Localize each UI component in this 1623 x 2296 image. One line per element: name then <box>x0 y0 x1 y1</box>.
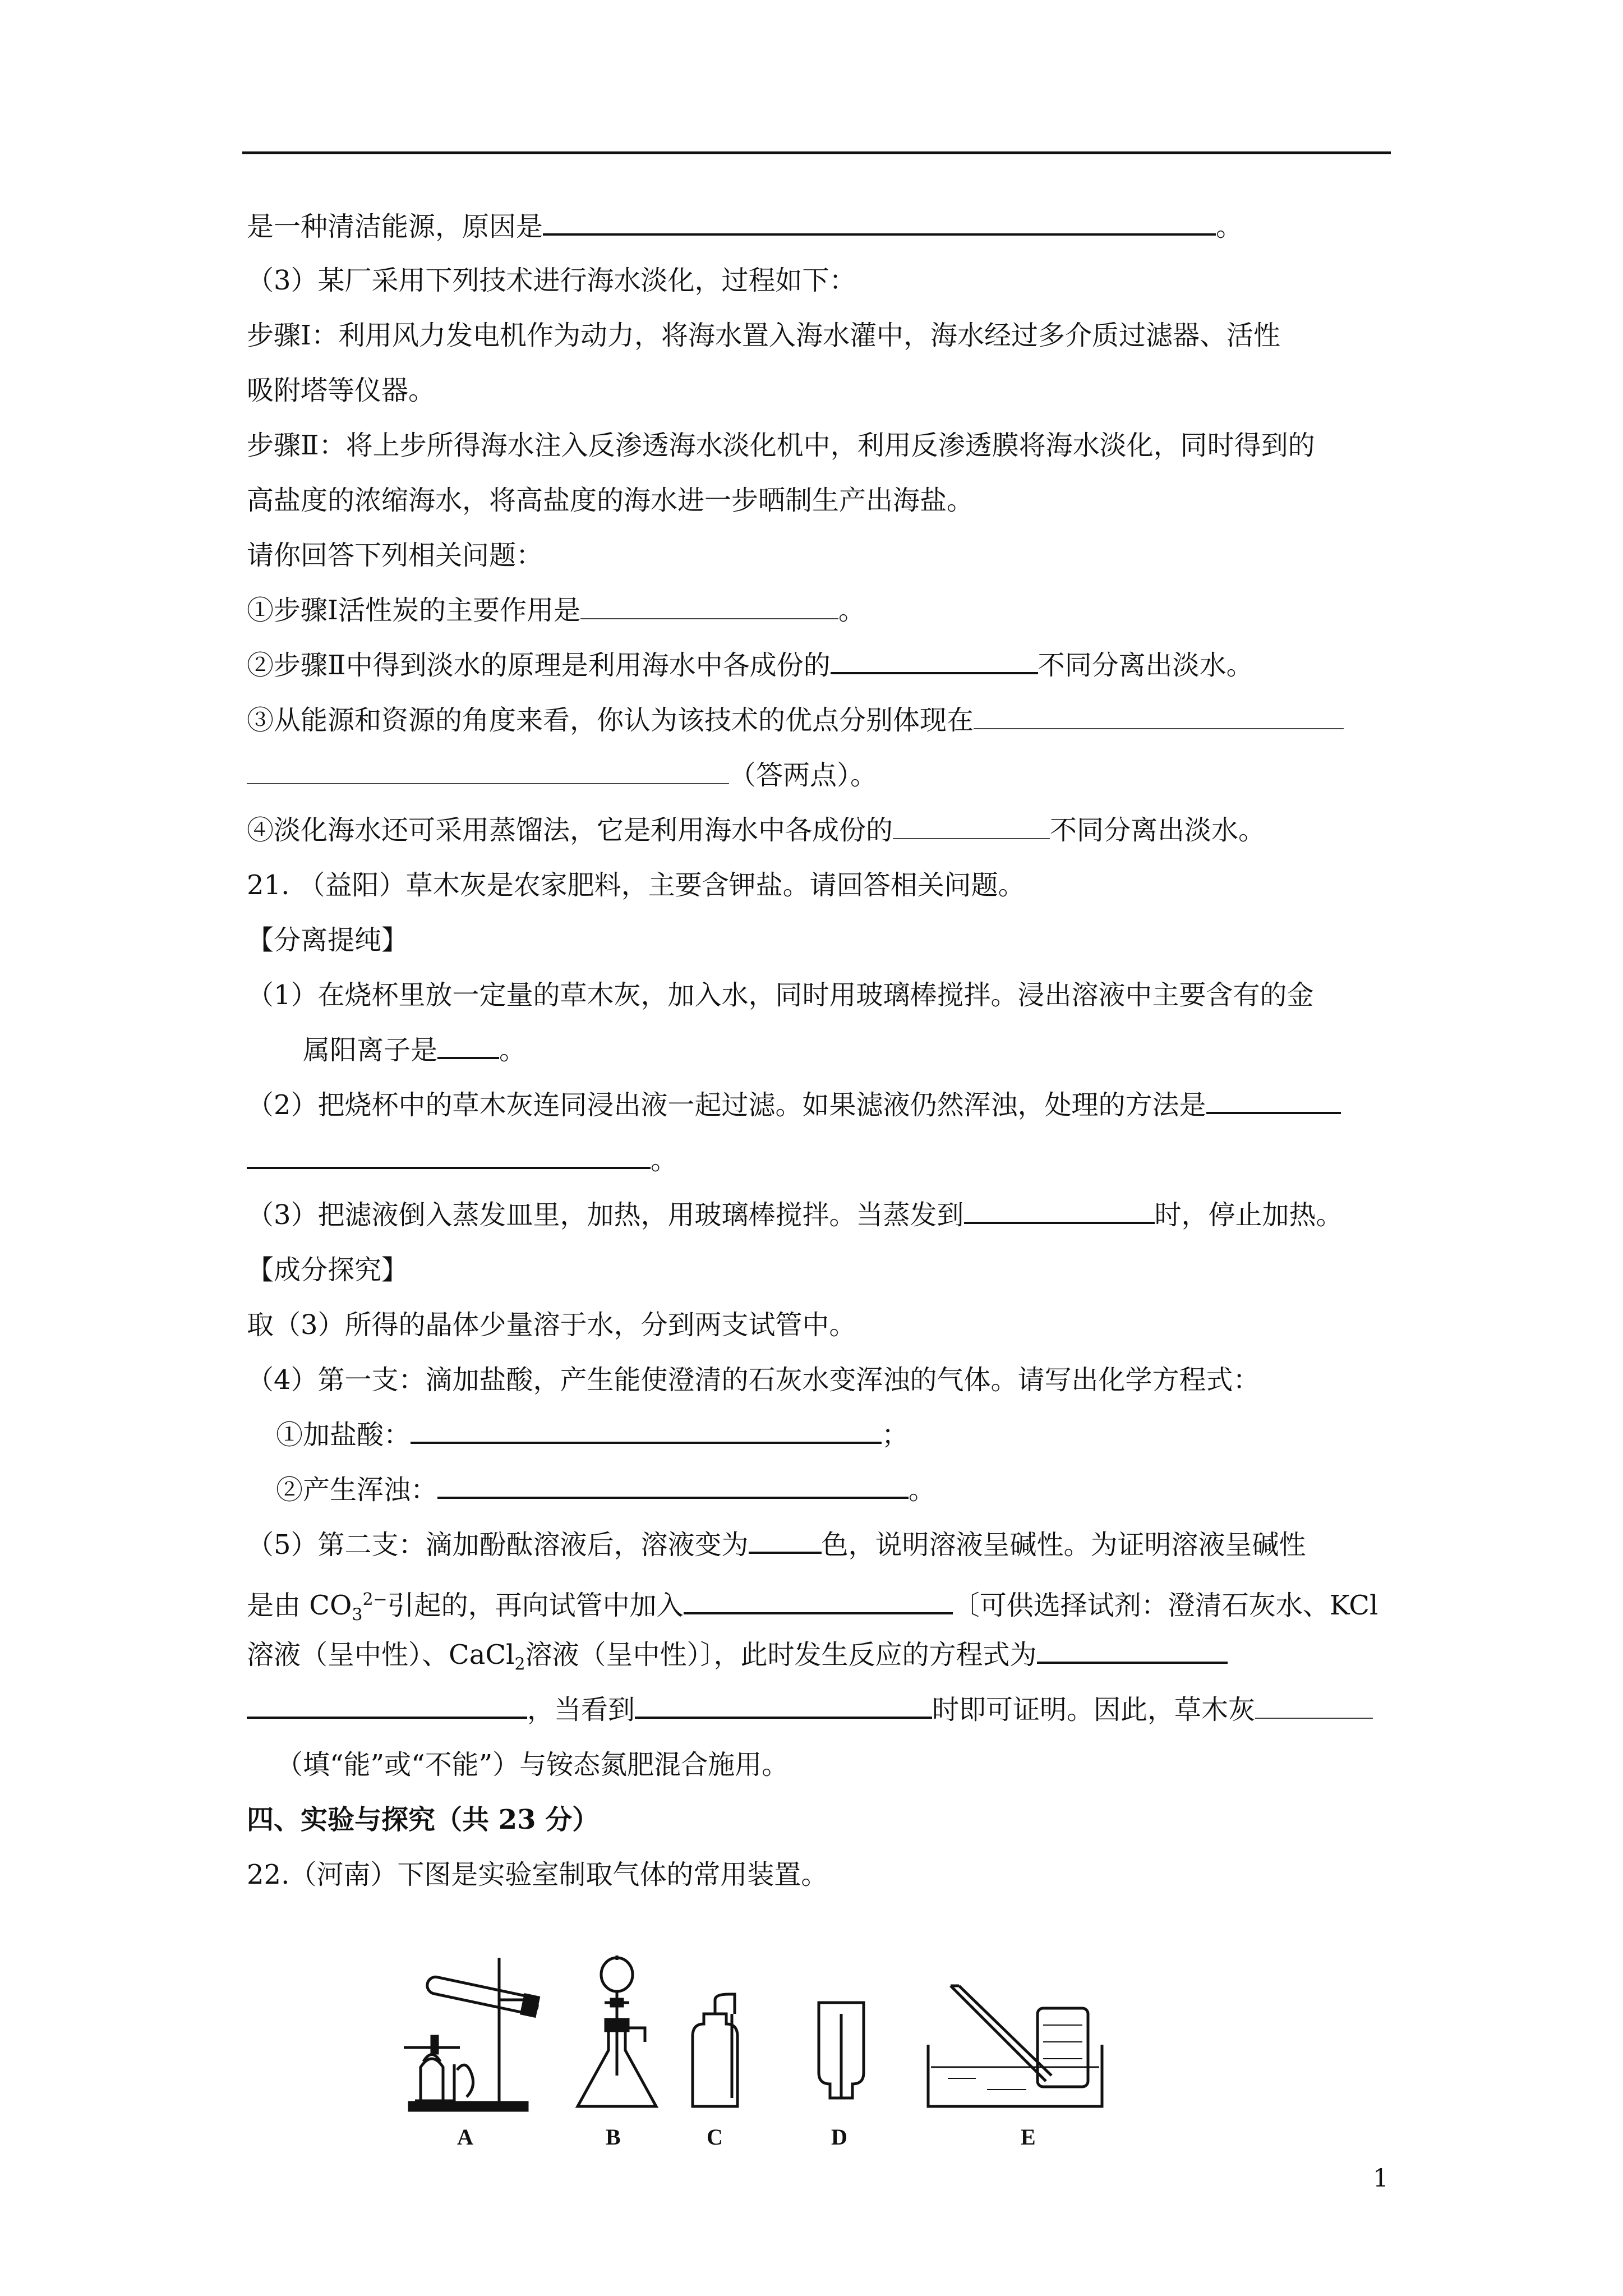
question-item: ，当看到 时即可证明。因此，草木灰 <box>247 1692 1373 1728</box>
apparatus-c <box>693 1994 737 2106</box>
answer-blank[interactable] <box>247 758 729 784</box>
page-number: 1 <box>1373 2164 1389 2193</box>
text-line: （1）在烧杯里放一定量的草木灰，加入水，同时用玻璃棒搅拌。浸出溶液中主要含有的金 <box>247 979 1314 1011</box>
header-rule <box>242 151 1391 154</box>
apparatus-d <box>819 2003 864 2098</box>
question-item: 是由 $CO_3^{2-}$引起的，再向试管中加入 〔可供选择试剂：澄清石灰水、KCl <box>247 1582 1378 1634</box>
answer-blank[interactable] <box>1037 1637 1228 1664</box>
label-e: E <box>1021 2124 1036 2150</box>
label-d: D <box>831 2124 847 2150</box>
answer-blank[interactable] <box>580 593 838 619</box>
answer-blank[interactable] <box>247 1142 651 1169</box>
text-line: 请你回答下列相关问题： <box>247 540 543 571</box>
question-item: ③从能源和资源的角度来看，你认为该技术的优点分别体现在 <box>247 702 1344 738</box>
question-item: （5）第二支：滴加酚酞溶液后，溶液变为 色，说明溶液呈碱性。为证明溶液呈碱性 <box>247 1527 1306 1563</box>
answer-blank[interactable] <box>437 1472 909 1499</box>
text-line: 吸附塔等仪器。 <box>247 375 436 406</box>
question-item: （答两点）。 <box>247 757 877 793</box>
section-heading: 四、实验与探究（共 23 分） <box>247 1804 600 1835</box>
apparatus-a <box>404 1958 539 2110</box>
section-label: 【成分探究】 <box>247 1254 409 1286</box>
answer-blank[interactable] <box>893 813 1050 839</box>
text-line: 步骤Ⅱ：将上步所得海水注入反渗透海水淡化机中，利用反渗透膜将海水淡化，同时得到的 <box>247 430 1315 461</box>
apparatus-figure <box>393 1952 1116 2154</box>
question-item: 溶液（呈中性）、CaCl$_2$溶液（呈中性）〕，此时发生反应的方程式为 <box>247 1637 1228 1683</box>
question-item: ④淡化海水还可采用蒸馏法，它是利用海水中各成份的 不同分离出淡水。 <box>247 815 1266 846</box>
question-item: 。 <box>247 1142 677 1178</box>
text-line: 是一种清洁能源，原因是 。 <box>247 209 1243 245</box>
label-c: C <box>707 2124 723 2150</box>
question-item: ②步骤Ⅱ中得到淡水的原理是利用海水中各成份的 不同分离出淡水。 <box>247 647 1253 683</box>
question-item: 属阳离子是 。 <box>303 1032 526 1068</box>
answer-blank[interactable] <box>1206 1087 1341 1114</box>
answer-blank[interactable] <box>1255 1693 1373 1719</box>
question-heading: 22.（河南）下图是实验室制取气体的常用装置。 <box>247 1859 828 1890</box>
text-line: （填“能”或“不能”）与铵态氮肥混合施用。 <box>276 1749 789 1780</box>
answer-blank[interactable] <box>974 703 1344 729</box>
text-line: （3）某厂采用下列技术进行海水淡化，过程如下： <box>247 265 856 296</box>
text-line: 高盐度的浓缩海水，将高盐度的海水进一步晒制生产出海盐。 <box>247 485 974 516</box>
label-a: A <box>457 2124 473 2150</box>
question-item: ①步骤Ⅰ活性炭的主要作用是 。 <box>247 595 865 626</box>
text-line: 步骤Ⅰ：利用风力发电机作为动力，将海水置入海水灌中，海水经过多介质过滤器、活性 <box>247 320 1280 351</box>
answer-blank[interactable] <box>635 1692 932 1719</box>
text-line: （4）第一支：滴加盐酸，产生能使澄清的石灰水变浑浊的气体。请写出化学方程式： <box>247 1364 1260 1396</box>
answer-blank[interactable] <box>437 1032 499 1059</box>
label-b: B <box>606 2124 621 2150</box>
answer-blank[interactable] <box>684 1588 953 1614</box>
answer-blank[interactable] <box>411 1417 882 1444</box>
apparatus-b <box>578 1955 656 2106</box>
question-item: （3）把滤液倒入蒸发皿里，加热，用玻璃棒搅拌。当蒸发到 时，停止加热。 <box>247 1197 1343 1233</box>
text-line: 取（3）所得的晶体少量溶于水，分到两支试管中。 <box>247 1309 856 1341</box>
answer-blank[interactable] <box>831 647 1038 674</box>
answer-blank[interactable] <box>964 1197 1155 1224</box>
question-heading: 21. （益阳）草木灰是农家肥料，主要含钾盐。请回答相关问题。 <box>247 869 1025 901</box>
question-item: ①加盐酸： ； <box>276 1417 909 1453</box>
question-item: ②产生浑浊： 。 <box>276 1472 935 1508</box>
answer-blank[interactable] <box>543 209 1216 236</box>
apparatus-e <box>928 1986 1102 2106</box>
question-item: （2）把烧杯中的草木灰连同浸出液一起过滤。如果滤液仍然浑浊，处理的方法是 <box>247 1087 1341 1123</box>
section-label: 【分离提纯】 <box>247 924 409 956</box>
answer-blank[interactable] <box>749 1527 822 1554</box>
answer-blank[interactable] <box>247 1692 527 1719</box>
